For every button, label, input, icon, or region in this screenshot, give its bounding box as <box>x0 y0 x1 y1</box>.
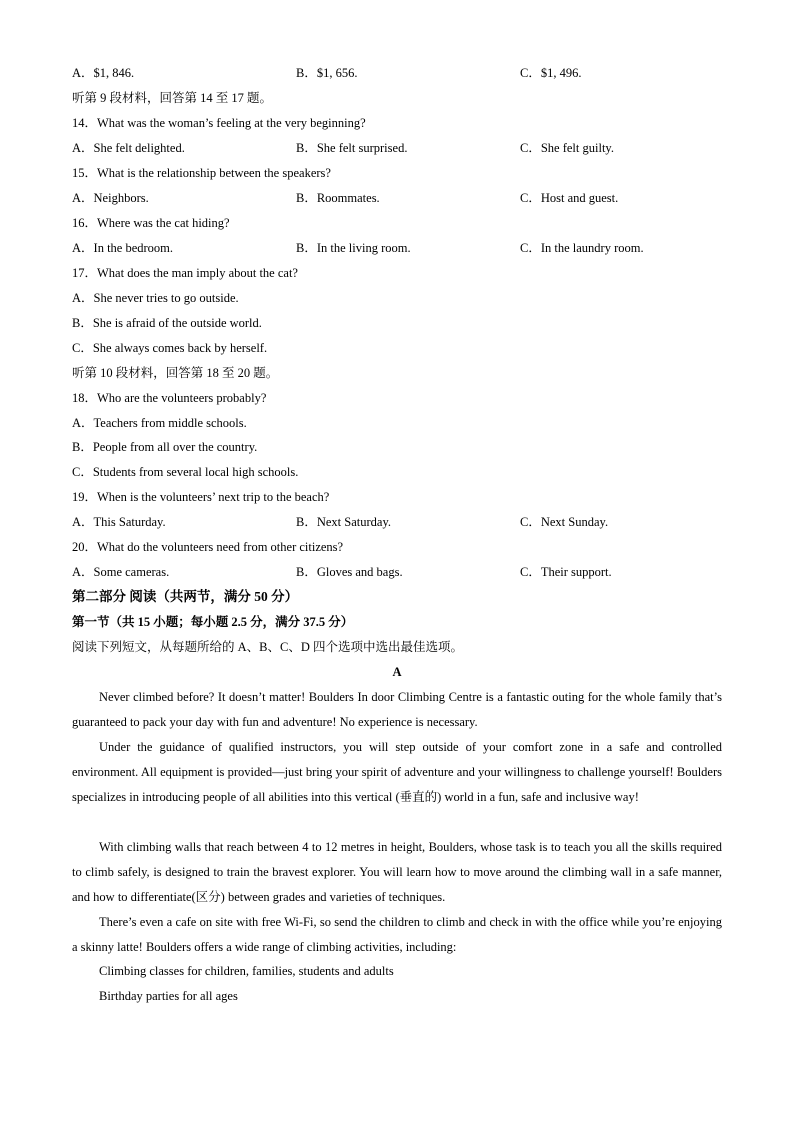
passage-paragraph-3: With climbing walls that reach between 4 to 12 metres in height, Boulders, whose task is to teach you all the skills required to climb safely, is designed to train the bravest explorer. You will learn how to move around the climbing wall in a safe manner, and how to differentiate(区分) between grades and varieties of techniques. <box>72 840 722 904</box>
q16-option-b: B．In the living room. <box>296 241 411 255</box>
q17-option-c: C．She always comes back by herself. <box>72 341 268 355</box>
q16-question: 16．Where was the cat hiding? <box>72 216 230 230</box>
passage-paragraph-1: Never climbed before? It doesn’t matter! Boulders In door Climbing Centre is a fantastic outing for the whole family that’s guaranteed to pack your day with fun and adventure! No experience is necessary. <box>72 690 722 729</box>
q14-question: 14．What was the woman’s feeling at the very beginning? <box>72 116 366 130</box>
q14-option-a: A．She felt delighted. <box>72 141 185 155</box>
activity-item-1: Climbing classes for children, families, students and adults <box>99 964 394 978</box>
q13-option-a: A．$1, 846. <box>72 66 135 80</box>
q19-option-b: B．Next Saturday. <box>296 515 392 529</box>
passage-label: A <box>392 665 402 679</box>
q20-question: 20．What do the volunteers need from other citizens? <box>72 540 344 554</box>
section1-title: 第一节（共 15 小题；每小题 2.5 分，满分 37.5 分） <box>72 615 354 629</box>
q20-option-a: A．Some cameras. <box>72 565 170 579</box>
section9-intro: 听第 9 段材料，回答第 14 至 17 题。 <box>72 91 273 105</box>
passage-paragraph-4: There’s even a cafe on site with free Wi-Fi, so send the children to climb and check in with the office while you’re enjoying a skinny latte! Boulders offers a wide range of climbing activities, including: <box>72 915 722 954</box>
q13-option-c: C．$1, 496. <box>520 66 582 80</box>
passage-paragraph-2: Under the guidance of qualified instructors, you will step outside of your comfort zone in a safe and controlled environment. All equipment is provided—just bring your spirit of adventure and your willingness to challenge yourself! Boulders specializes in introducing people of all abilities into this vertical (垂直的) world in a fun, safe and inclusive way! <box>72 740 722 804</box>
q18-question: 18．Who are the volunteers probably? <box>72 391 267 405</box>
q15-option-a: A．Neighbors. <box>72 191 149 205</box>
q19-options <box>72 514 732 530</box>
q13-option-b: B．$1, 656. <box>296 66 358 80</box>
q16-options <box>72 240 732 256</box>
reading-instruction: 阅读下列短文，从每题所给的 A、B、C、D 四个选项中选出最佳选项。 <box>72 640 463 654</box>
q16-option-a: A．In the bedroom. <box>72 241 174 255</box>
q18-option-a: A．Teachers from middle schools. <box>72 416 247 430</box>
part2-title: 第二部分 阅读（共两节，满分 50 分） <box>72 589 299 604</box>
activity-item-2: Birthday parties for all ages <box>99 989 238 1003</box>
section10-intro: 听第 10 段材料，回答第 18 至 20 题。 <box>72 366 279 380</box>
q13-options <box>72 65 732 81</box>
q20-option-b: B．Gloves and bags. <box>296 565 403 579</box>
q17-question: 17．What does the man imply about the cat? <box>72 266 298 280</box>
q18-option-b: B．People from all over the country. <box>72 440 258 454</box>
q20-options <box>72 564 732 580</box>
q15-question: 15．What is the relationship between the speakers? <box>72 166 331 180</box>
q15-option-b: B．Roommates. <box>296 191 380 205</box>
q15-option-c: C．Host and guest. <box>520 191 619 205</box>
q19-question: 19．When is the volunteers’ next trip to the beach? <box>72 490 330 504</box>
q18-option-c: C．Students from several local high schools. <box>72 465 299 479</box>
q15-options <box>72 190 732 206</box>
q20-option-c: C．Their support. <box>520 565 612 579</box>
q17-option-a: A．She never tries to go outside. <box>72 291 239 305</box>
q19-option-a: A．This Saturday. <box>72 515 166 529</box>
q14-options <box>72 140 732 156</box>
q14-option-b: B．She felt surprised. <box>296 141 408 155</box>
q19-option-c: C．Next Sunday. <box>520 515 609 529</box>
q14-option-c: C．She felt guilty. <box>520 141 614 155</box>
q17-option-b: B．She is afraid of the outside world. <box>72 316 262 330</box>
q16-option-c: C．In the laundry room. <box>520 241 644 255</box>
